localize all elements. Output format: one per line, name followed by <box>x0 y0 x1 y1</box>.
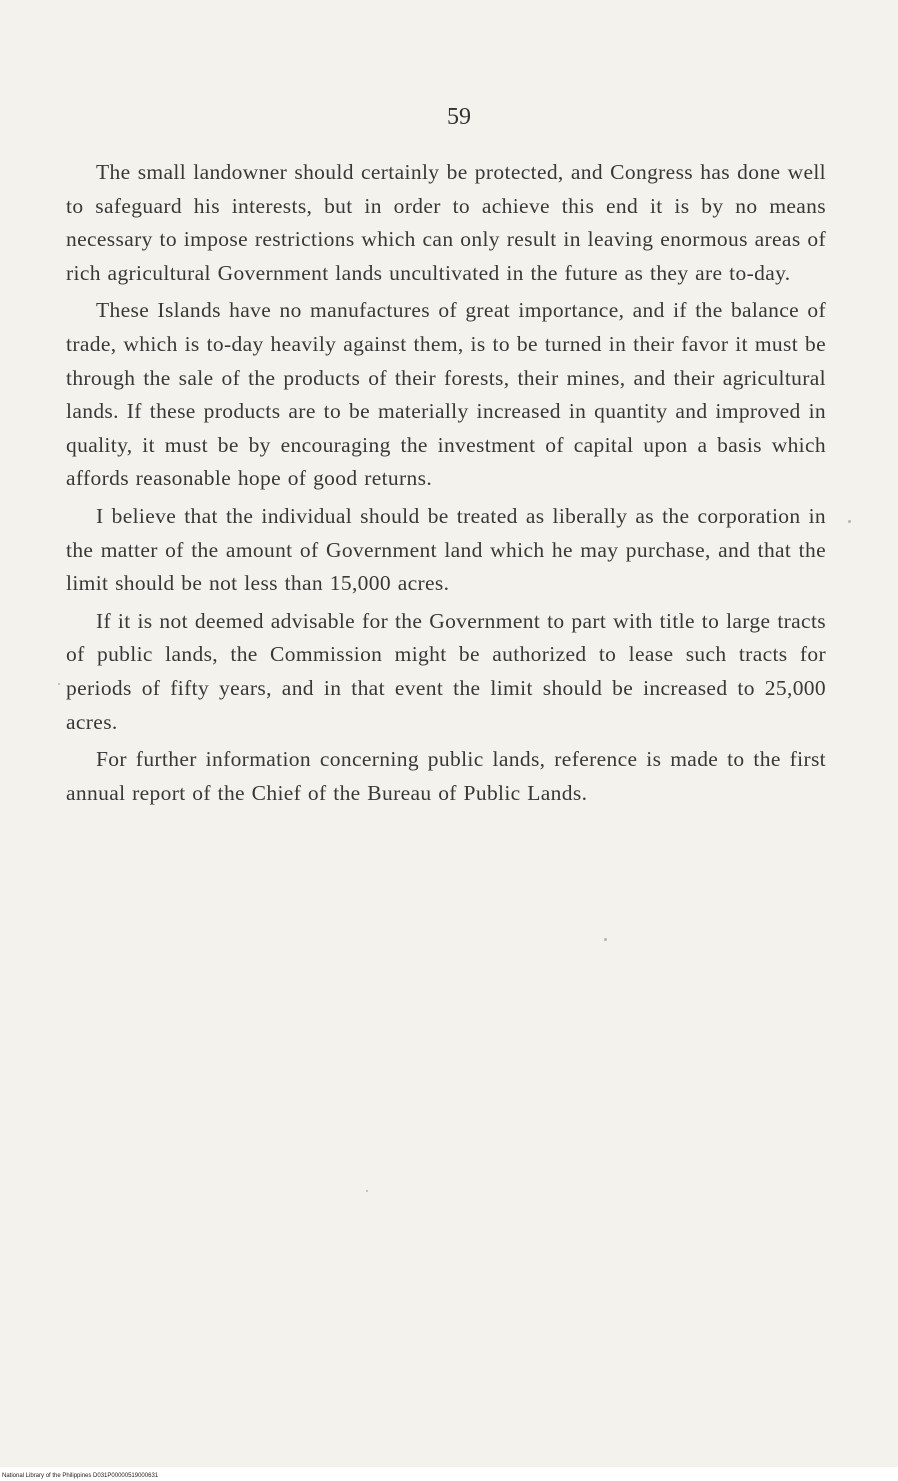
paragraph-1: The small landowner should certainly be protected, and Congress has done well to safeguard his interests, but in order to achieve this end it is by no means necessary to impose restrictions which can only result in leaving enormous areas of rich agricultural Government lands uncultivated in the future as they are to-day. <box>66 160 826 285</box>
footer-label: National Library of the Philippines D031P00000519000631 <box>2 1473 159 1479</box>
paragraph-2: These Islands have no manufactures of great importance, and if the balance of trade, which is to-day heavily against them, is to be turned in their favor it must be through the sale of the products of their forests, their mines, and their agricultural lands. If these products are to be materially increased in quantity and improved in quality, it must be by encouraging the investment of capital upon a basis which affords reasonable hope of good returns. <box>66 298 826 491</box>
scan-speck <box>604 938 607 941</box>
paragraph-3: I believe that the individual should be treated as liberally as the corporation in the matter of the amount of Government land which he may purchase, and that the limit should be not less than 15,000 acres. <box>66 503 826 596</box>
scan-speck <box>848 520 851 523</box>
paragraph-5: For further information concerning public lands, reference is made to the first annual report of the Chief of the Bureau of Public Lands. <box>66 747 826 805</box>
paragraph-4: If it is not deemed advisable for the Government to part with title to large tracts of public lands, the Commission might be authorized to lease such tracts for periods of fifty years, and in that event the limit should be increased to 25,000 acres. <box>66 608 826 734</box>
scan-speck <box>366 1190 368 1192</box>
footer-bar <box>0 1467 898 1481</box>
body-text <box>66 156 826 814</box>
scan-speck <box>58 683 60 685</box>
page-number: 59 <box>447 104 471 130</box>
